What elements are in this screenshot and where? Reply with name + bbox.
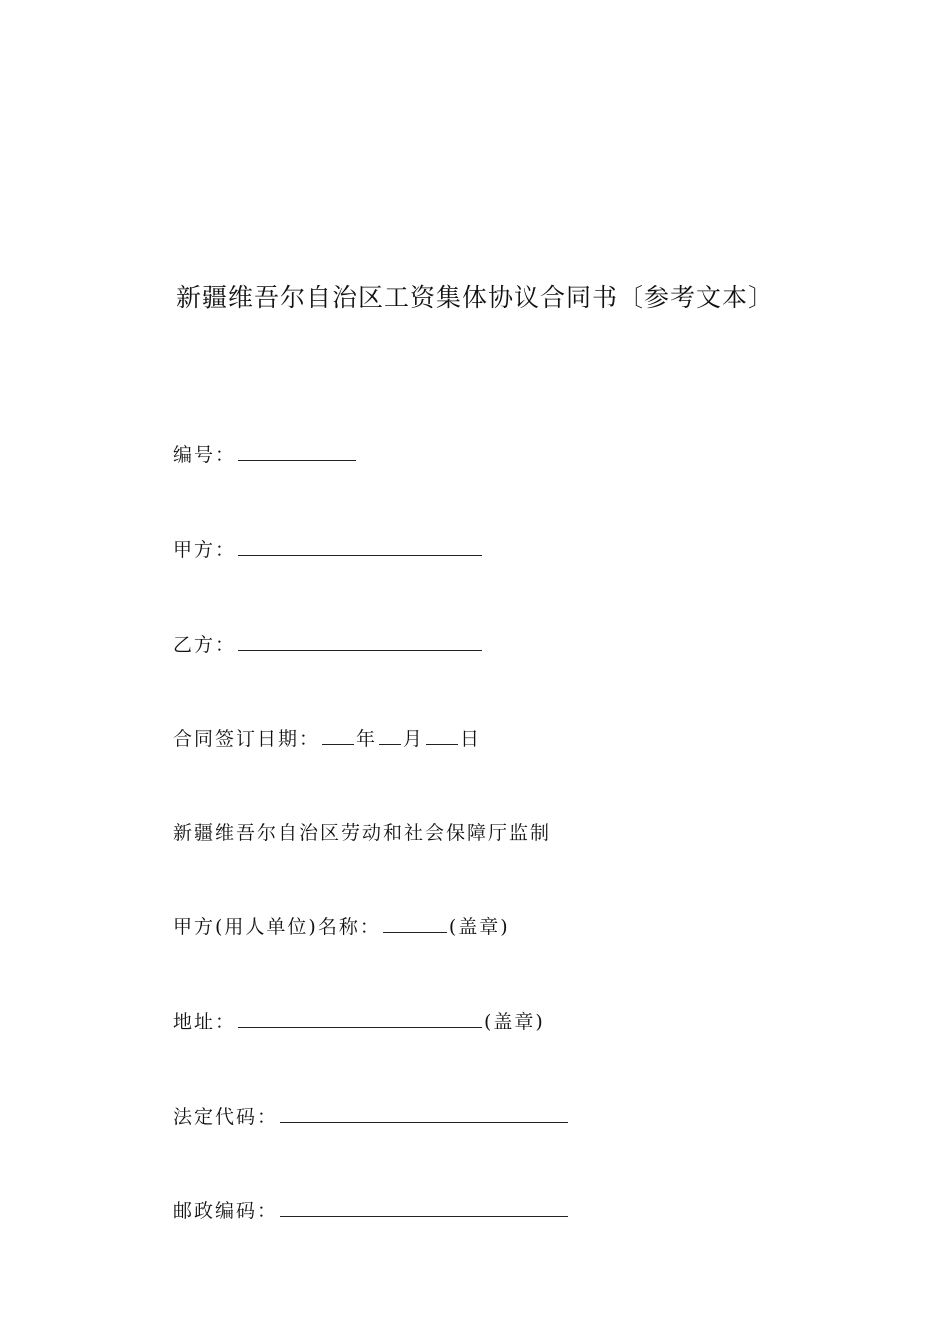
year-char: 年 [356,728,378,750]
legal-code-row [173,1105,570,1129]
sign-date-row [173,727,481,751]
employer-name-blank[interactable] [383,915,447,933]
sign-day-blank[interactable] [426,727,458,745]
legal-code-label: 法定代码： [173,1106,279,1128]
address-row [173,1010,545,1034]
sign-date-label: 合同签订日期： [173,728,321,750]
postal-code-blank[interactable] [280,1199,568,1217]
contract-number-blank[interactable] [238,443,356,461]
issuer-text: 新疆维吾尔自治区劳动和社会保障厅监制 [173,822,552,844]
address-label: 地址： [173,1011,237,1033]
address-blank[interactable] [238,1010,482,1028]
contract-number-label: 编号： [173,444,237,466]
legal-code-blank[interactable] [280,1105,568,1123]
party-b-label: 乙方： [173,634,237,656]
day-char: 日 [460,728,482,750]
employer-seal-note: (盖章) [448,916,510,938]
contract-number-row [173,443,358,467]
document-title: 新疆维吾尔自治区工资集体协议合同书〔参考文本〕 [175,283,774,312]
sign-month-blank[interactable] [379,727,401,745]
sign-year-blank[interactable] [322,727,354,745]
party-a-label: 甲方： [173,539,237,561]
issuer-row [173,821,551,845]
postal-code-row [173,1199,570,1223]
party-a-blank[interactable] [238,538,482,556]
employer-name-label: 甲方(用人单位)名称： [173,916,381,938]
month-char: 月 [403,728,425,750]
party-b-row [173,633,484,657]
postal-code-label: 邮政编码： [173,1200,279,1222]
address-seal-note: (盖章) [484,1011,545,1033]
party-b-blank[interactable] [238,633,482,651]
party-a-row [173,538,484,562]
employer-name-row [173,915,510,939]
